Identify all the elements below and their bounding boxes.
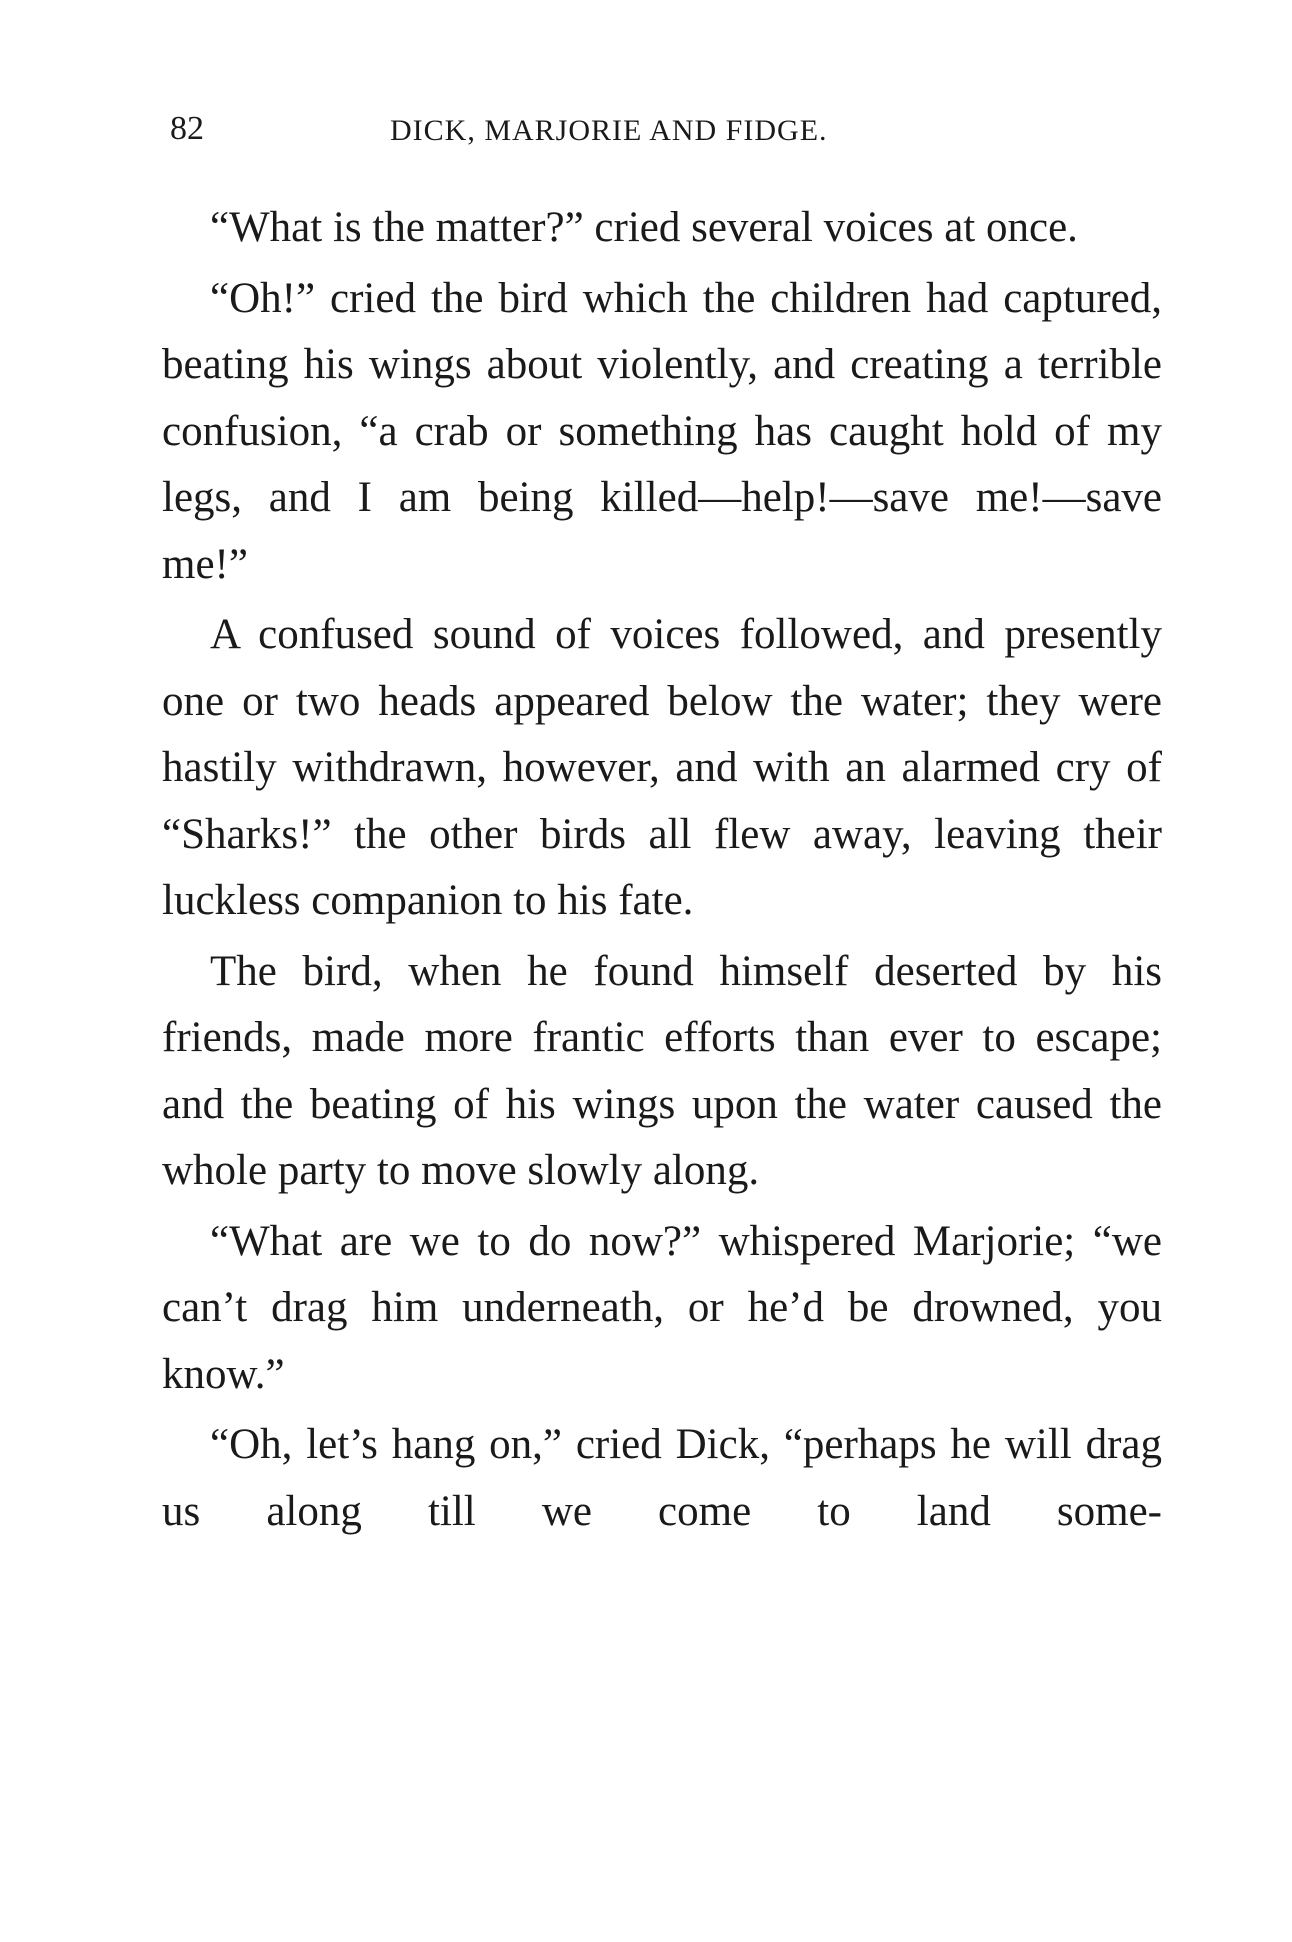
paragraph: “Oh, let’s hang on,” cried Dick, “perhaps he will drag us along till we come to land some- [162, 1421, 1162, 1535]
page-number: 82 [170, 110, 204, 147]
paragraph: “What are we to do now?” whispered Marjorie; “we can’t drag him underneath, or he’d be drowned, you know.” [162, 1217, 1162, 1398]
body-text [162, 195, 1162, 1549]
paragraph: A confused sound of voices followed, and presently one or two heads appeared below the water; they were hastily withdrawn, however, and with an alarmed cry of “Sharks!” the other birds all flew away, leaving their luckless companion to his fate. [162, 611, 1162, 924]
paragraph: The bird, when he found himself deserted by his friends, made more frantic efforts than ever to escape; and the beating of his wings upon the water caused the whole party to move slowly along. [162, 947, 1162, 1194]
running-head [160, 110, 1160, 160]
running-title: DICK, MARJORIE AND FIDGE. [390, 114, 828, 147]
paragraph: “Oh!” cried the bird which the children had captured, beating his wings about violently, and creating a terrible confusion, “a crab or something has caught hold of my legs, and I am being killed—help!—save me!—save me!” [162, 274, 1162, 588]
paragraph: “What is the matter?” cried several voices at once. [210, 204, 1078, 251]
